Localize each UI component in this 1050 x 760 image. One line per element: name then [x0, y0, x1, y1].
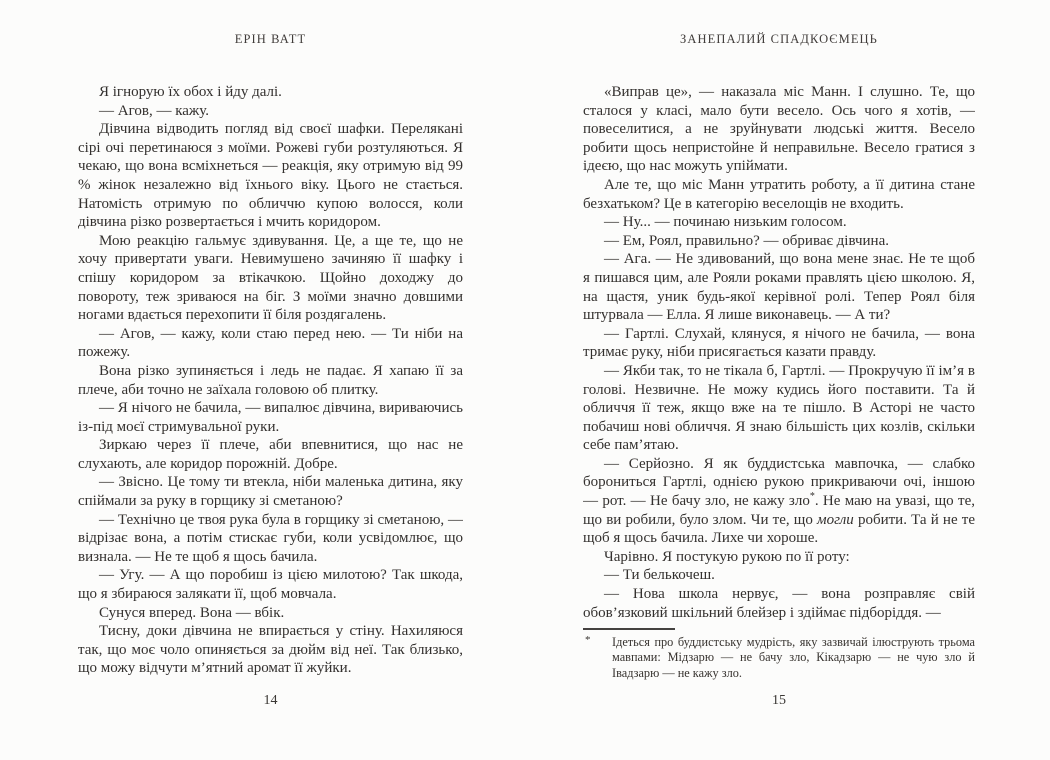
footnote-marker: * [585, 634, 591, 646]
paragraph: — Ти белькочеш. [604, 567, 715, 584]
paragraph: Сунуся вперед. Вона — вбік. [99, 604, 285, 621]
paragraph: — Гартлі. Слухай, клянуся, я нічого не бачила, — вона тримає руку, ніби присягається казати правду. [583, 325, 975, 361]
paragraph: Зиркаю через її плече, аби впевнитися, що нас не слухають, але коридор порожній. Добре. [78, 437, 463, 472]
paragraph: — Ага. — Не здивований, що вона мене знає. Не те щоб я пишався цим, але Рояли роками правлять цією школою. Я, на щастя, уник будь-якої керівної ролі. Тепер Роял біля штурвала — Елла. Я лише виконавець. — А ти? [583, 251, 975, 324]
footnote-reference: * [809, 491, 815, 503]
paragraph: — Ну... — починаю низьким голосом. [604, 214, 847, 231]
paragraph: — Угу. — А що поробиш із цією милотою? Так шкода, що я збираюся залякати її, щоб мовчала. [78, 567, 463, 603]
footnote [583, 635, 975, 681]
footnote-text: Ідеться про буддистську мудрість, яку зазвичай ілюструють трьома мавпами: Мідзарю — не бачу зло, Кікадзарю — не чую зло й Івадзарю — не кажу зло. [612, 635, 975, 680]
paragraph: — Нова школа нервує, — вона розправляє свій обов’язковий шкільний блейзер і здіймає підборіддя. — [583, 586, 975, 621]
page-right [525, 0, 1050, 760]
paragraph: Тисну, доки дівчина не впирається у стіну. Нахиляюся так, що моє чоло опиняється за дюйм від неї. Так близько, що можу відчути м’ятний аромат її жуйки. [78, 623, 463, 677]
paragraph: — Я нічого не бачила, — випалює дівчина, вириваючись із-під моєї стримувальної руки. [78, 400, 463, 435]
paragraph: — Технічно це твоя рука була в горщику зі сметаною, — відрізає вона, а потім стискає губи, коли усвідомлює, що визнала. — Не те щоб я щось бачила. [78, 511, 463, 565]
paragraph: Дівчина відводить погляд від своєї шафки. Перелякані сірі очі перетинаюся з моїми. Рожеві губи розтуляються. Я чекаю, що вона всміхнеться — реакція, яку отримую від 99 % жінок незалежно від їхнього віку. Цього не стається. Натомість отримую по обличчю купою волосся, коли дівчина різко розвертається і мчить коридором. [78, 121, 463, 231]
page-number-left: 14 [263, 693, 278, 708]
paragraph-text-run: робити. Та й не те щоб я щось бачила. Лихе чи хороше. [583, 511, 975, 547]
footnote-rule [583, 628, 675, 630]
right-page-body [583, 83, 975, 629]
paragraph: «Виправ це», — наказала міс Манн. І слушно. Те, що сталося у класі, мало бути весело. Ось чого я хотів, — повеселитися, а не зруйнувати людські життя. Весело робити щось непристойне й неправильне. Весело гратися з ідеєю, що нас можуть упіймати. [583, 84, 975, 175]
paragraph: Вона різко зупиняється і ледь не падає. Я хапаю її за плече, аби точно не заїхала головою об плитку. [78, 362, 463, 398]
paragraph [583, 455, 975, 548]
running-head-author: ЕРІН ВАТТ [234, 32, 307, 46]
paragraph: Але те, що міс Манн утратить роботу, а її дитина стане безхатьком? Це в категорію веселощів не входить. [583, 176, 975, 212]
paragraph: — Агов, — кажу, коли стаю перед нею. — Ти ніби на пожежу. [78, 325, 463, 361]
paragraph-text-run: — Серйозно. Я як буддистська мавпочка, — слабко борониться Гартлі, однією рукою прикриваючи очі, іншою — рот. — Не бачу зло, не кажу зло [583, 455, 975, 510]
paragraph-text-run: . Не маю на увазі, що те, що ви робили, було злом. Чи те, що [583, 493, 975, 528]
italic-run: могли [817, 511, 854, 528]
paragraph: — Якби так, то не тікала б, Гартлі. — Прокручую її ім’я в голові. Незвичне. Не можу кудись його поставити. Та й обличчя її теж, якщо вже на те пішло. В Асторі не часто побачиш нові обличчя. Я знаю більшість цих козлів, скільки себе пам’ятаю. [583, 362, 975, 454]
paragraph: Мою реакцію гальмує здивування. Це, а ще те, що не хочу привертати уваги. Невимушено зачиняю її шафку і спішу коридором за втікачкою. Щойно доходжу до повороту, теж зриваюся на біг. З моїми значно довшими ногами вдається перехопити її біля роздягалень. [78, 232, 463, 324]
paragraph: — Ем, Роял, правильно? — обриває дівчина. [604, 232, 889, 249]
paragraph: — Звісно. Це тому ти втекла, ніби маленька дитина, яку спіймали за руку в горщику зі сметаною? [78, 474, 463, 510]
left-page-body [78, 83, 463, 681]
page-number-right: 15 [772, 693, 786, 708]
running-head-title: ЗАНЕПАЛИЙ СПАДКОЄМЕЦЬ [680, 32, 878, 46]
paragraph: — Агов, — кажу. [99, 102, 210, 119]
footnote-area [583, 628, 975, 681]
paragraph: Чарівно. Я постукую рукою по її роту: [604, 548, 850, 565]
paragraph: Я ігнорую їх обох і йду далі. [99, 84, 282, 100]
